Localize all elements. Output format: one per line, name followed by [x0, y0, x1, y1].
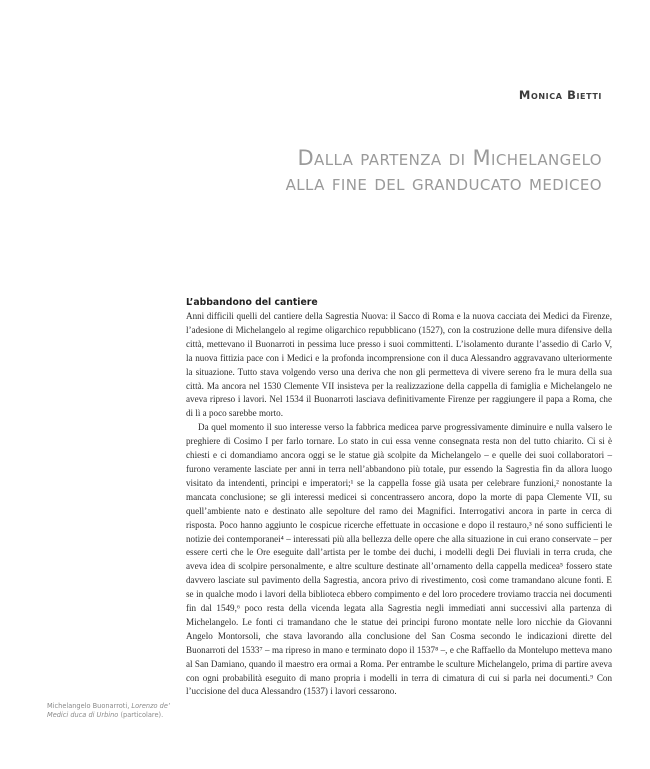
caption-detail: (particolare). — [120, 711, 164, 720]
author-name: Monica Bietti — [518, 88, 602, 102]
paragraph-1: Anni difficili quelli del cantiere della Sagrestia Nuova: il Sacco di Roma e la nuova cacciata dei Medici da Firenze, l’adesione di Michelangelo al regime oligarchico repubblicano (1527), con la costruzione delle mura difensive della città, mettevano il Buonarroti in pessima luce presso i suoi committenti. L’isolamento durante l’assedio di Carlo V, la nuova fittizia pace con i Medici e la profonda incomprensione con il duca Alessandro aggravavano ulteriormente la situazione. Tutto stava volgendo verso una deriva che non gli permetteva di vivere sereno fra le mura della sua città. Ma ancora nel 1530 Clemente VII insisteva per la realizzazione della cappella di famiglia e Michelangelo ne aveva ripreso i lavori. Nel 1534 il Buonarroti lasciava definitivamente Firenze per raggiungere il papa a Roma, che di lì a poco sarebbe morto. — [186, 311, 612, 419]
caption-author: Michelangelo Buonarroti, — [47, 702, 130, 710]
paragraph-2: Da quel momento il suo interesse verso la fabbrica medicea parve progressivamente diminuire e nulla valsero le preghiere di Cosimo I per farlo tornare. Lo stato in cui essa venne consegnata resta non del tutto chiarito. Ci si è chiesti e ci domandiamo ancora oggi se le statue già scolpite da Michelangelo – e quelle dei suoi collaboratori – furono veramente lasciate per anni in terra nell’abbandono più totale, pur essendo la Sagrestia fin da allora luogo visitato da intendenti, principi e imperatori;¹ se la cappella fosse già usata per celebrare funzioni,² nonostante la mancata conclusione; se gli interessi medicei si concentrassero ancora, dopo la morte di papa Clemente VII, su quell’ambiente nato e destinato alle sepolture del ramo dei Magnifici. Interrogativi ancora in parte in cerca di risposta. Poco hanno aggiunto le cospicue ricerche effettuate in occasione e dopo il restauro,³ né sono sufficienti le notizie dei contemporanei⁴ – interessati più alla bellezza delle opere che alla situazione in cui erano conservate – per essere certi che le Ore eseguite dall’artista per le tombe dei duchi, i modelli degli Dei fluviali in terra cruda, che aveva idea di scolpire personalmente, e altre sculture destinate all’ornamento della cappella medicea⁵ fossero state davvero lasciate sul pavimento della Sagrestia, ancora privo di rivestimento, così come tramandano alcune fonti. E se in qualche modo i lavori della biblioteca ebbero compimento e del loro procedere troviamo traccia nei documenti fin dal 1549,⁶ poco resta della vicenda legata alla Sagrestia negli immediati anni successivi alla partenza di Michelangelo. Le fonti ci tramandano che le statue dei principi furono montate nelle loro nicchie da Giovanni Angelo Montorsoli, che stava lavorando alla conclusione del San Cosma secondo le indicazioni dirette del Buonarroti del 1533⁷ – ma ripreso in mano e terminato dopo il 1537⁸ –, e che Raffaello da Montelupo metteva mano al San Damiano, quando il maestro era ormai a Roma. Per entrambe le sculture Michelangelo, prima di partire aveva con ogni probabilità eseguito di mano propria i modelli in terra di cimatura di cui si parla nei documenti.⁹ Con l’uccisione del duca Alessandro (1537) i lavori cessarono. — [186, 422, 612, 697]
caption-work: Lorenzo de’ Medici duca di Urbino — [47, 702, 171, 720]
chapter-title-line-1: Dalla partenza di Michelangelo — [297, 146, 602, 170]
section-heading: L’abbandono del cantiere — [186, 297, 318, 308]
article-body — [186, 296, 612, 699]
image-caption — [47, 702, 177, 721]
chapter-title-line-2: alla fine del granducato mediceo — [285, 171, 602, 195]
chapter-title — [286, 146, 602, 196]
